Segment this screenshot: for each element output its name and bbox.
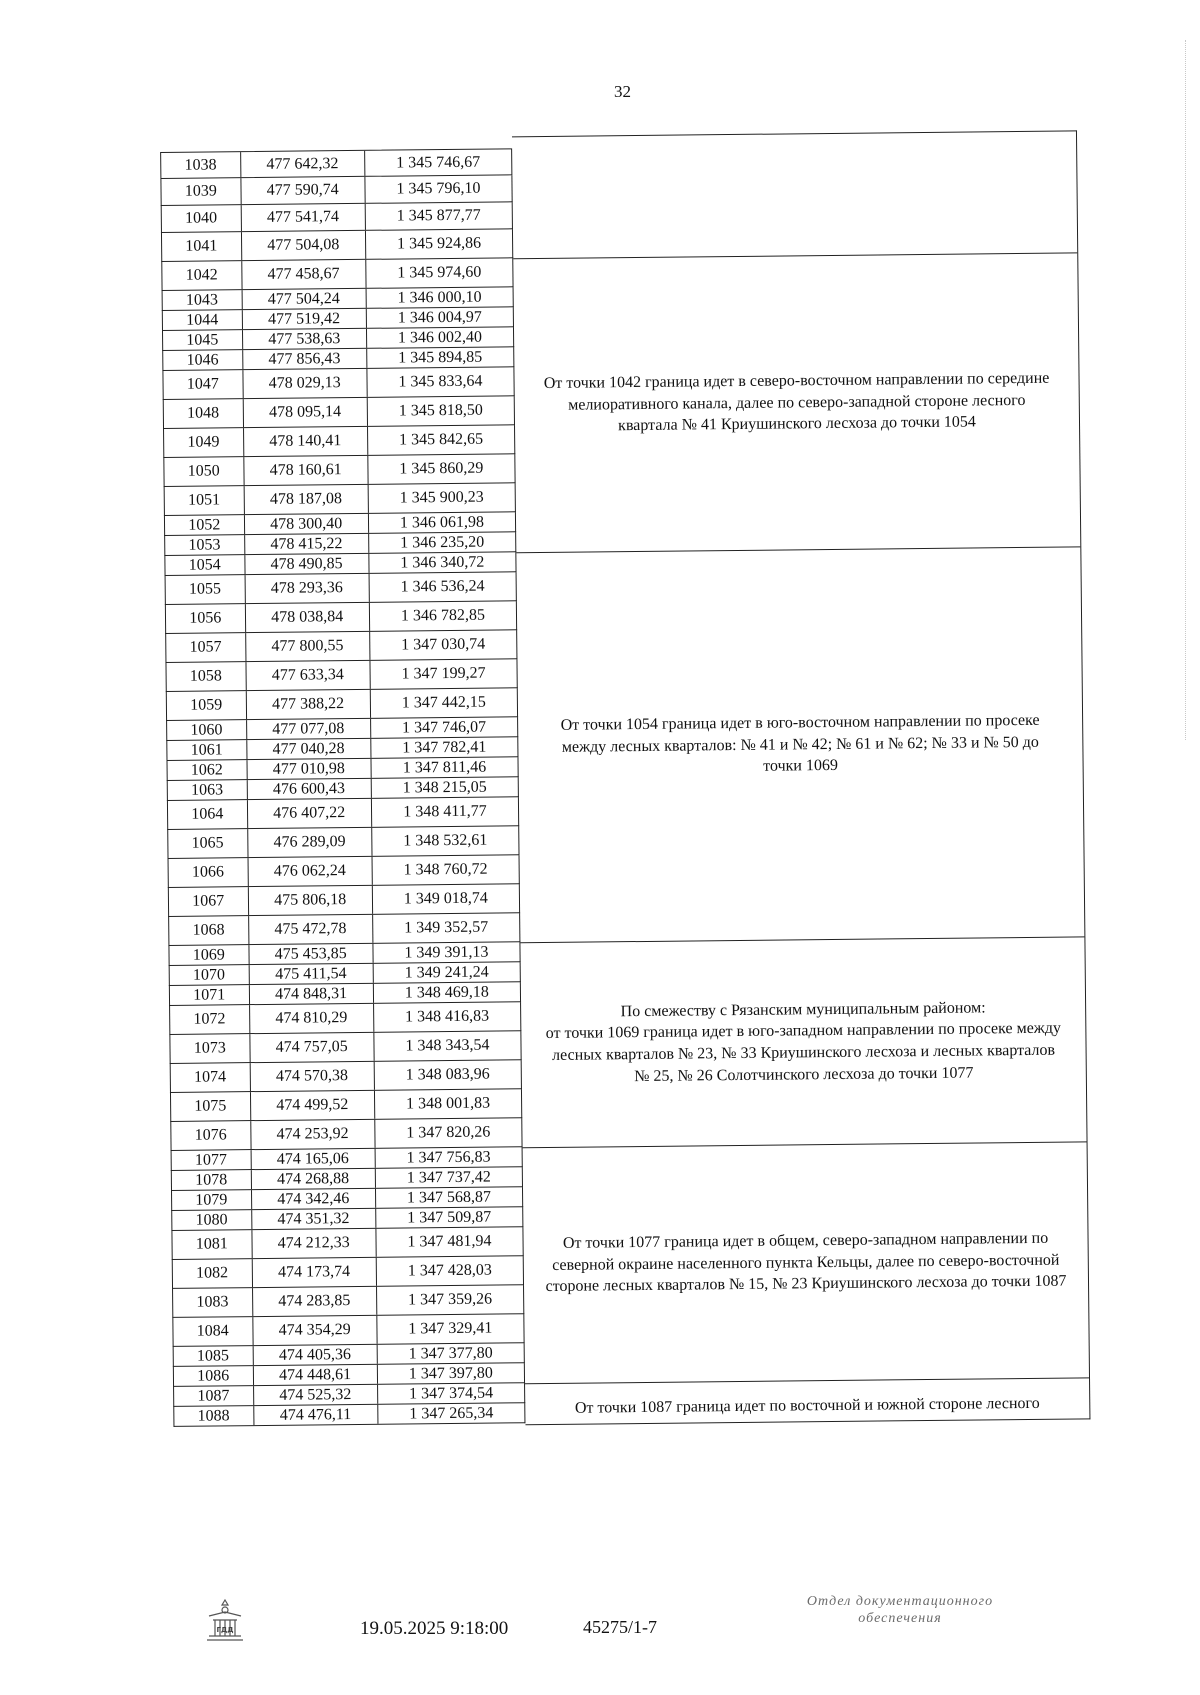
point-number: 1061 (167, 740, 247, 760)
coord-y: 1 347 359,26 (407, 1290, 493, 1309)
coord-y: 1 347 811,46 (402, 758, 487, 776)
coord-x: 474 173,74 (252, 1258, 377, 1287)
point-number: 1039 (161, 178, 241, 205)
stamp-line-2: обеспечения (858, 1610, 942, 1626)
point-number: 1067 (169, 887, 249, 916)
point-number: 1059 (167, 691, 247, 720)
coord-x: 474 525,32 (254, 1385, 378, 1405)
coord-y: 1 346 340,72 (400, 553, 485, 572)
coord-y: 1 349 241,24 (404, 963, 489, 981)
description-text: По смежеству с Рязанским муниципальным районом: от точки 1069 граница идет в юго-западном направлении по просеке между лесных кварталов № 23, № 33 Криушинского лесхоза и лесных кварталов № 25, № 26 Солотчинского лесхоза до точки 1077 (545, 999, 1062, 1085)
point-number: 1050 (164, 457, 244, 486)
coord-x: 477 040,28 (247, 739, 371, 759)
point-number: 1053 (165, 535, 245, 555)
point-number: 1063 (168, 780, 248, 800)
point-number: 1051 (165, 486, 245, 515)
point-number: 1049 (164, 428, 244, 457)
coord-y: 1 348 760,72 (403, 860, 488, 879)
coord-x: 478 029,13 (243, 369, 368, 398)
coord-y: 1 348 469,18 (404, 983, 489, 1001)
coord-x: 478 095,14 (243, 398, 368, 427)
point-number: 1047 (163, 370, 243, 399)
coord-y: 1 348 532,61 (403, 831, 488, 850)
coord-x: 474 354,29 (253, 1316, 378, 1345)
table-row (169, 1002, 521, 1035)
coord-x: 474 342,46 (252, 1189, 376, 1209)
coord-y: 1 345 746,67 (396, 153, 481, 172)
coord-y: 1 346 000,10 (397, 288, 482, 307)
coord-x: 477 504,08 (242, 231, 367, 260)
description-cell (520, 937, 1086, 1148)
point-number: 1065 (168, 829, 248, 858)
coord-y: 1 347 509,87 (407, 1208, 492, 1226)
coord-x: 478 300,40 (244, 514, 368, 534)
coord-x: 477 590,74 (241, 177, 366, 204)
coord-x: 474 351,32 (252, 1209, 376, 1229)
point-number: 1086 (174, 1366, 254, 1386)
description-cell (525, 1378, 1089, 1424)
point-number: 1055 (166, 575, 246, 604)
coord-y: 1 348 416,83 (405, 1007, 490, 1026)
coord-x: 477 541,74 (241, 204, 366, 231)
table-row (169, 1031, 521, 1064)
table-row (172, 1256, 524, 1289)
footer-datetime: 19.05.2025 9:18:00 (360, 1618, 509, 1639)
coordinates-table (160, 148, 525, 1427)
coord-x: 476 407,22 (247, 799, 372, 828)
coord-x: 478 140,41 (244, 427, 369, 456)
coord-y: 1 346 061,98 (399, 513, 485, 532)
point-number: 1057 (166, 633, 246, 662)
table-row (160, 175, 512, 206)
coord-x: 478 415,22 (245, 534, 369, 554)
coord-x: 477 388,22 (246, 690, 371, 719)
table-row (161, 202, 513, 233)
coord-y: 1 348 411,77 (403, 802, 487, 821)
point-number: 1075 (171, 1092, 251, 1121)
scan-edge-marks (1185, 40, 1192, 740)
coord-y: 1 345 842,65 (398, 430, 484, 449)
point-number: 1087 (174, 1386, 254, 1406)
description-text: От точки 1054 граница идет в юго-восточном направлении по просеке между лесных кварталов: № 41 и № 42; № 61 и № 62; № 33 и № 50 до точки 1069 (560, 711, 1040, 776)
table-row (163, 396, 515, 429)
coord-x: 474 848,31 (249, 984, 373, 1004)
coord-y: 1 349 018,74 (403, 889, 488, 908)
table-row (161, 229, 513, 262)
coord-x: 475 806,18 (248, 886, 373, 915)
coord-y: 1 347 568,87 (406, 1188, 492, 1206)
coord-x: 475 453,85 (249, 944, 373, 964)
coord-x: 474 268,88 (251, 1169, 375, 1189)
point-number: 1083 (173, 1288, 253, 1317)
coord-x: 477 538,63 (243, 329, 367, 349)
table-row (168, 855, 520, 888)
coord-x: 474 570,38 (250, 1062, 375, 1091)
point-number: 1046 (163, 350, 243, 370)
point-number: 1054 (165, 555, 245, 575)
coord-y: 1 347 746,07 (401, 718, 487, 736)
table-row (168, 913, 520, 946)
table-row (170, 1060, 522, 1093)
coord-x: 477 800,55 (246, 632, 371, 661)
point-number: 1058 (166, 662, 246, 691)
coord-x: 476 600,43 (247, 779, 371, 799)
point-number: 1045 (163, 330, 243, 350)
coord-y: 1 347 481,94 (407, 1232, 492, 1251)
point-number: 1052 (165, 515, 245, 535)
page-number: 32 (614, 82, 631, 101)
coord-y: 1 347 442,15 (401, 693, 486, 712)
court-logo-icon (203, 1596, 247, 1648)
table-row (161, 258, 513, 291)
coord-y: 1 347 737,42 (406, 1168, 491, 1186)
point-number: 1080 (172, 1210, 252, 1230)
coord-y: 1 345 877,77 (396, 206, 481, 225)
table-row (166, 688, 518, 721)
point-number: 1088 (174, 1406, 254, 1426)
table-row (162, 367, 514, 400)
coord-x: 477 077,08 (247, 719, 371, 739)
table-row (167, 826, 519, 859)
coord-y: 1 346 536,24 (400, 577, 485, 596)
point-number: 1084 (173, 1317, 253, 1346)
coord-y: 1 348 215,05 (402, 778, 487, 796)
point-number: 1064 (168, 800, 248, 829)
coord-x: 478 160,61 (244, 456, 369, 485)
footer-document-code: 45275/1-7 (583, 1617, 657, 1637)
point-number: 1062 (168, 760, 248, 780)
coord-x: 474 499,52 (251, 1091, 376, 1120)
point-number: 1078 (172, 1170, 252, 1190)
table-row (165, 601, 517, 634)
point-number: 1081 (172, 1230, 252, 1259)
coord-x: 475 472,78 (249, 915, 374, 944)
coord-x: 476 062,24 (248, 857, 373, 886)
coord-x: 474 448,61 (253, 1365, 377, 1385)
coord-x: 474 253,92 (251, 1120, 376, 1149)
table-row (163, 425, 515, 458)
table-row (165, 630, 517, 663)
coord-x: 477 458,67 (242, 260, 367, 289)
description-cell (523, 1142, 1089, 1384)
point-number: 1041 (162, 232, 242, 261)
description-text: От точки 1077 граница идет в общем, северо-западном направлении по северной окраине населенного пункта Кельцы, далее по северо-восточной стороне лесных кварталов № 15, № 23 Криушинского лесхоза до точки 1087 (545, 1229, 1067, 1296)
coord-x: 474 476,11 (254, 1405, 378, 1425)
coord-y: 1 345 924,86 (396, 234, 482, 253)
coord-y: 1 345 894,85 (398, 348, 483, 367)
point-number: 1043 (163, 290, 243, 310)
coord-x: 478 490,85 (245, 554, 369, 574)
point-number: 1060 (167, 720, 247, 740)
point-number: 1069 (169, 945, 249, 965)
coord-y: 1 345 796,10 (396, 179, 481, 198)
coord-y: 1 347 756,83 (406, 1148, 491, 1166)
coord-y: 1 345 900,23 (399, 488, 484, 507)
description-cell (513, 253, 1080, 553)
point-number: 1056 (166, 604, 246, 633)
coord-y: 1 345 818,50 (398, 401, 483, 420)
table-row (171, 1227, 523, 1260)
coord-y: 1 347 377,80 (408, 1344, 493, 1362)
coord-x: 478 187,08 (244, 485, 369, 514)
coord-y: 1 347 820,26 (406, 1123, 491, 1142)
coord-y: 1 346 782,85 (400, 606, 486, 625)
svg-text:ГДД: ГДД (216, 1626, 234, 1634)
coord-y: 1 347 199,27 (401, 664, 486, 683)
table-row (172, 1285, 524, 1318)
coord-x: 477 504,24 (242, 289, 366, 309)
table-row (167, 797, 519, 830)
point-number: 1077 (172, 1150, 252, 1170)
description-cell (516, 547, 1084, 943)
coord-x: 477 519,42 (242, 309, 366, 329)
department-stamp (760, 1594, 1040, 1628)
table-row (168, 884, 520, 917)
coord-y: 1 345 860,29 (399, 459, 484, 478)
coord-y: 1 347 374,54 (408, 1384, 494, 1402)
coord-x: 477 642,32 (241, 151, 366, 177)
coord-y: 1 347 782,41 (402, 738, 487, 756)
point-number: 1074 (171, 1063, 251, 1092)
table-row (164, 483, 516, 516)
table-row (165, 572, 517, 605)
coord-x: 474 165,06 (251, 1149, 375, 1169)
point-number: 1071 (170, 985, 250, 1005)
coord-y: 1 348 001,83 (405, 1094, 491, 1113)
coord-x: 478 293,36 (245, 574, 370, 603)
coord-x: 477 010,98 (247, 759, 371, 779)
coord-y: 1 348 083,96 (405, 1065, 490, 1084)
coord-x: 474 405,36 (253, 1345, 377, 1365)
coord-y: 1 347 428,03 (407, 1261, 492, 1280)
point-number: 1085 (174, 1346, 254, 1366)
table-row (160, 148, 512, 179)
coord-y: 1 346 235,20 (400, 533, 485, 552)
point-number: 1038 (161, 152, 241, 178)
table-row (173, 1403, 525, 1427)
coord-x: 477 633,34 (246, 661, 371, 690)
coord-x: 474 283,85 (253, 1287, 378, 1316)
coord-y: 1 349 391,13 (404, 943, 489, 961)
point-number: 1079 (172, 1190, 252, 1210)
table-row (170, 1089, 522, 1122)
descriptions-column (512, 130, 1090, 1425)
coord-x: 476 289,09 (248, 828, 373, 857)
description-cell (512, 131, 1077, 259)
coord-y: 1 347 265,34 (409, 1404, 494, 1422)
coord-y: 1 347 030,74 (401, 635, 486, 654)
coord-y: 1 347 397,80 (408, 1364, 493, 1382)
coord-y: 1 345 974,60 (397, 263, 482, 282)
table-row (170, 1118, 522, 1151)
point-number: 1048 (164, 399, 244, 428)
coord-y: 1 348 343,54 (405, 1036, 490, 1055)
table-row (165, 659, 517, 692)
coord-y: 1 346 004,97 (397, 308, 482, 327)
coord-y: 1 349 352,57 (404, 918, 489, 937)
table-row (163, 454, 515, 487)
description-text: От точки 1042 граница идет в северо-восточном направлении по середине мелиоративного канала, далее по северо-западной стороне лесного квартала № 41 Криушинского лесхоза до точки 1054 (543, 369, 1050, 435)
point-number: 1068 (169, 916, 249, 945)
coord-x: 474 757,05 (250, 1033, 375, 1062)
point-number: 1082 (173, 1259, 253, 1288)
coord-x: 477 856,43 (243, 349, 367, 369)
stamp-line-1: Отдел документационного (806, 1594, 994, 1609)
coord-x: 475 411,54 (249, 964, 373, 984)
coord-y: 1 345 833,64 (398, 372, 483, 391)
coord-y: 1 346 002,40 (397, 328, 483, 347)
point-number: 1076 (171, 1121, 251, 1150)
coord-x: 474 810,29 (250, 1004, 375, 1033)
point-number: 1073 (170, 1034, 250, 1063)
point-number: 1042 (162, 261, 242, 290)
coord-x: 478 038,84 (245, 603, 370, 632)
point-number: 1044 (163, 310, 243, 330)
description-text: От точки 1087 граница идет по восточной и южной стороне лесного (574, 1395, 1040, 1418)
point-number: 1040 (162, 205, 242, 232)
coord-y: 1 347 329,41 (408, 1319, 493, 1338)
point-number: 1072 (170, 1005, 250, 1034)
point-number: 1070 (170, 965, 250, 985)
point-number: 1066 (169, 858, 249, 887)
table-row (172, 1314, 524, 1347)
coord-x: 474 212,33 (252, 1229, 377, 1258)
